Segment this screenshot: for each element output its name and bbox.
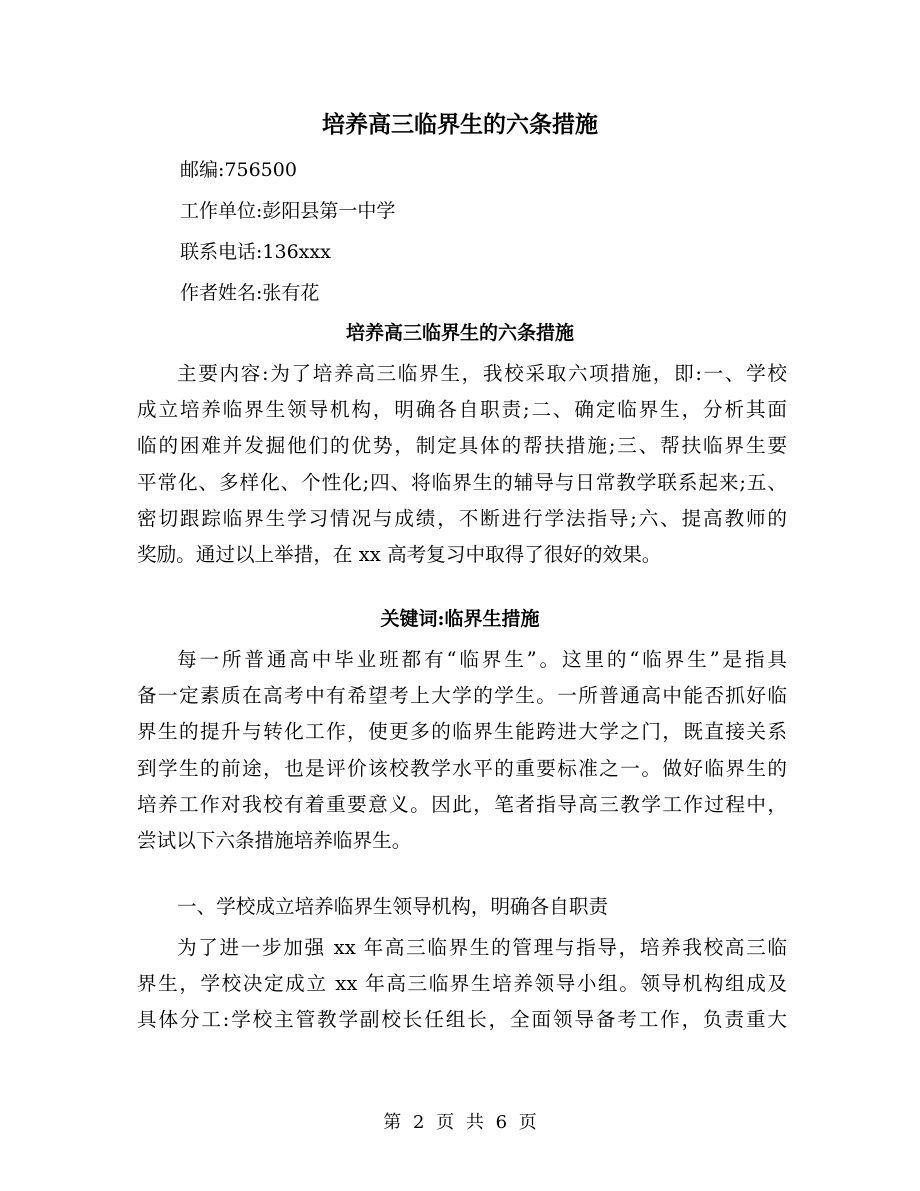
body-line: 每一所普通高中毕业班都有“临界生”。这里的“临界生”是指具 <box>177 648 787 671</box>
body-line: 培养工作对我校有着重要意义。因此，笔者指导高三教学工作过程中， <box>137 792 787 816</box>
abstract-paragraph <box>137 356 787 573</box>
body-line: 尝试以下六条措施培养临界生。 <box>137 829 412 853</box>
page-number-footer: 第 2 页 共 6 页 <box>383 1112 537 1133</box>
abstract-line: 密切跟踪临界生学习情况与成绩，不断进行学法指导;六、提高教师的 <box>137 506 787 530</box>
body-line: 备一定素质在高考中有希望考上大学的学生。一所普通高中能否抓好临 <box>137 684 787 708</box>
abstract-line: 主要内容:为了培养高三临界生，我校采取六项措施，即:一、学校 <box>177 362 787 385</box>
body-line: 具体分工:学校主管教学副校长任组长，全面领导备考工作，负责重大 <box>137 1008 787 1032</box>
article-subtitle: 培养高三临界生的六条措施 <box>345 322 574 344</box>
workplace-line: 工作单位:彭阳县第一中学 <box>180 200 396 222</box>
author-line: 作者姓名:张有花 <box>180 282 320 304</box>
abstract-line: 平常化、多样化、个性化;四、将临界生的辅导与日常教学联系起来;五、 <box>137 470 787 494</box>
page-title: 培养高三临界生的六条措施 <box>322 111 598 138</box>
keywords-line: 关键词:临界生措施 <box>380 608 540 630</box>
abstract-line: 成立培养临界生领导机构，明确各自职责;二、确定临界生，分析其面 <box>137 398 787 422</box>
postcode-line: 邮编:756500 <box>180 159 297 181</box>
body-line: 到学生的前途，也是评价该校教学水平的重要标准之一。做好临界生的 <box>137 756 787 780</box>
abstract-line: 临的困难并发掘他们的优势，制定具体的帮扶措施;三、帮扶临界生要 <box>137 434 787 458</box>
body-line: 界生，学校决定成立 xx 年高三临界生培养领导小组。领导机构组成及 <box>137 972 787 996</box>
abstract-line: 奖励。通过以上举措，在 xx 高考复习中取得了很好的效果。 <box>137 543 662 567</box>
body-line: 界生的提升与转化工作，使更多的临界生能跨进大学之门，既直接关系 <box>137 720 787 744</box>
body-line: 为了进一步加强 xx 年高三临界生的管理与指导，培养我校高三临 <box>177 936 787 959</box>
phone-line: 联系电话:136xxx <box>180 241 331 263</box>
body-paragraph-1 <box>137 642 787 859</box>
body-paragraph-2 <box>137 930 787 1039</box>
section-heading-1: 一、学校成立培养临界生领导机构，明确各自职责 <box>177 895 609 918</box>
